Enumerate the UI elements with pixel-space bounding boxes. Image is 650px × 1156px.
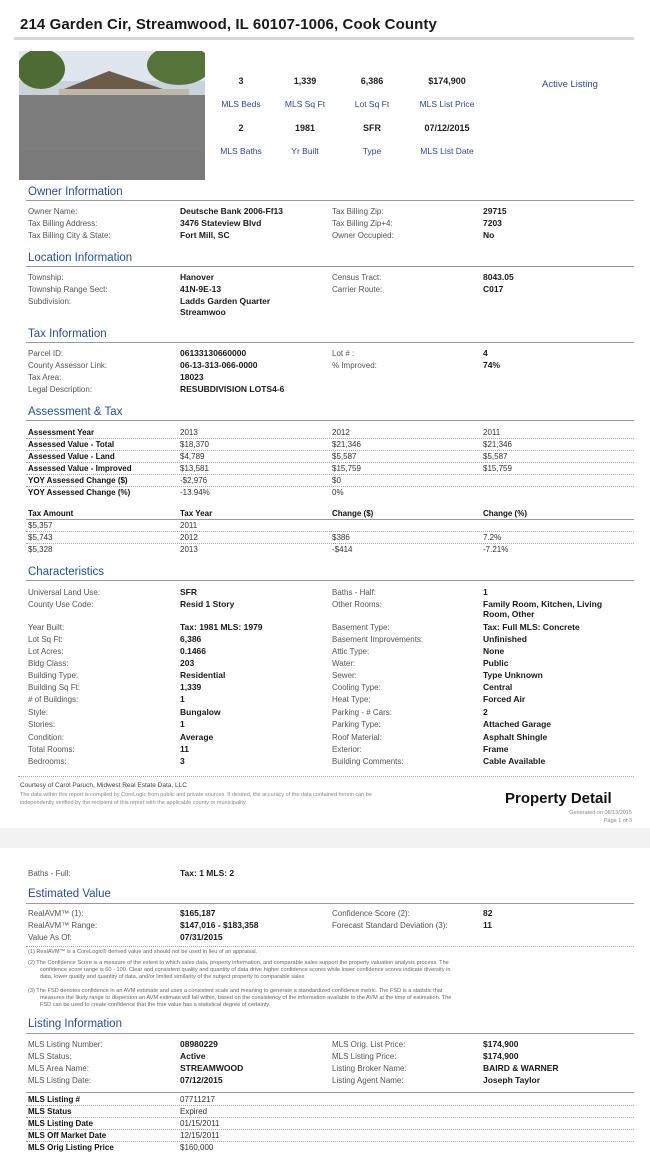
summary-value: SFR — [363, 123, 381, 133]
owner-value: Deutsche Bank 2006-Ff13 — [180, 206, 283, 216]
assessment-cell: 0% — [332, 488, 344, 497]
history-label: MLS Listing Date — [28, 1119, 93, 1128]
summary-label: MLS List Price — [419, 99, 475, 109]
assessment-cell: $4,789 — [180, 452, 205, 461]
characteristics-heading: Characteristics — [28, 566, 105, 578]
tax-table-header: Change (%) — [483, 509, 527, 518]
tax-value: 4 — [483, 348, 488, 358]
char-label: Year Built: — [28, 623, 65, 632]
row-divider — [26, 946, 634, 947]
char-value: Resid 1 Story — [180, 599, 235, 609]
assessment-cell: $21,346 — [332, 440, 361, 449]
char-value: Public — [483, 658, 509, 668]
char-label: Attic Type: — [332, 647, 370, 656]
char-value: SFR — [180, 587, 197, 597]
tax-table-cell: $5,743 — [28, 533, 53, 542]
tax-label: Tax Area: — [28, 373, 62, 382]
summary-value: 3 — [238, 76, 244, 86]
history-value: 01/15/2011 — [180, 1119, 220, 1128]
char-value: 3 — [180, 756, 185, 766]
location-value: 41N-9E-13 — [180, 284, 222, 294]
estimate-label: RealAVM™ (1): — [28, 909, 84, 918]
char-value: Unfinished — [483, 634, 527, 644]
estimate-value: $147,016 - $183,358 — [180, 920, 259, 930]
estimate-value: 11 — [483, 920, 492, 930]
owner-value: Fort Mill, SC — [180, 230, 230, 240]
row-divider — [26, 438, 634, 439]
char-value: None — [483, 646, 505, 656]
history-label: MLS Listing # — [28, 1095, 80, 1104]
owner-value: 29715 — [483, 206, 507, 216]
char-label: # of Buildings: — [28, 695, 79, 704]
char-value: Average — [180, 732, 214, 742]
tax-table-cell: 2011 — [180, 521, 198, 530]
tax-label: County Assessor Link: — [28, 361, 108, 370]
char-label: Bldg Class: — [28, 659, 69, 668]
tax-table-cell: -7.21% — [483, 545, 509, 554]
char-value: 1 — [483, 587, 488, 597]
listing-label: MLS Area Name: — [28, 1064, 89, 1073]
owner-value: 3476 Stateview Blvd — [180, 218, 262, 228]
assessment-row-label: Assessed Value - Land — [28, 452, 115, 461]
location-label: Census Tract: — [332, 273, 382, 282]
location-label: Carrier Route: — [332, 285, 383, 294]
row-divider — [26, 543, 634, 544]
char-value: Tax: 1981 MLS: 1979 — [180, 622, 263, 632]
property-photo — [19, 51, 205, 180]
tax-label: Legal Description: — [28, 385, 93, 394]
summary-value: 1,339 — [293, 76, 317, 86]
tax-label: Lot # : — [332, 349, 355, 358]
section-divider — [26, 903, 634, 904]
section-divider — [26, 266, 634, 267]
assessment-cell: $21,346 — [483, 440, 512, 449]
courtesy-text: Courtesy of Carol Paruch, Midwest Real Estate Data, LLC — [20, 782, 187, 789]
listing-label: MLS Listing Date: — [28, 1076, 92, 1085]
listing-value: Joseph Taylor — [483, 1075, 540, 1085]
baths-full-value: Tax: 1 MLS: 2 — [180, 868, 235, 878]
property-address-title: 214 Garden Cir, Streamwood, IL 60107-1006, Cook County — [20, 16, 437, 33]
char-label: Lot Sq Ft: — [28, 635, 63, 644]
assessment-row-label: YOY Assessed Change ($) — [28, 476, 128, 485]
char-value: Central — [483, 682, 513, 692]
avm-footnote: confidence score range is 60 - 100. Clear and consistent quality and quantity of data drive higher confidence scores while lower confidence scores indicate diversity in — [40, 967, 451, 973]
owner-value: 7203 — [483, 218, 502, 228]
assessment-row-label: Assessed Value - Total — [28, 440, 115, 449]
assessment-row-label: Assessment Year — [28, 428, 95, 437]
assessment-cell: $13,581 — [180, 464, 209, 473]
assessment-cell: $0 — [332, 476, 341, 485]
house-photo-icon — [19, 51, 205, 180]
page-number: Page 1 of 3 — [603, 818, 632, 824]
county-assessor-link[interactable]: 06-13-313-066-0000 — [180, 360, 258, 370]
owner-label: Owner Name: — [28, 207, 78, 216]
summary-label: Yr Built — [291, 146, 319, 156]
assessment-cell: -$2,976 — [180, 476, 208, 485]
tax-table-cell: $5,357 — [28, 521, 53, 530]
page-break — [0, 828, 650, 848]
char-value: 1 — [180, 694, 185, 704]
owner-info-heading: Owner Information — [28, 186, 123, 198]
tax-table-cell: $5,328 — [28, 545, 53, 554]
owner-label: Tax Billing Address: — [28, 219, 98, 228]
char-value: Residential — [180, 670, 226, 680]
row-divider — [26, 1105, 634, 1106]
location-value: Streamwoo — [180, 307, 226, 317]
char-label: Building Type: — [28, 671, 79, 680]
assessment-row-label: YOY Assessed Change (%) — [28, 488, 131, 497]
avm-footnote: (3) The FSD denotes confidence in an AVM estimate and uses a consistent scale and meaning to generate a standardized confidence metric. The FSD is a statistic that — [28, 988, 443, 994]
listing-value: BAIRD & WARNER — [483, 1063, 559, 1073]
owner-label: Owner Occupied: — [332, 231, 394, 240]
estimate-label: RealAVM™ Range: — [28, 921, 98, 930]
char-value: Attached Garage — [483, 719, 552, 729]
summary-value: $174,900 — [428, 76, 466, 86]
char-value: 1,339 — [180, 682, 202, 692]
char-value: 2 — [483, 707, 488, 717]
char-label: Heat Type: — [332, 695, 371, 704]
history-value: 12/15/2011 — [180, 1131, 220, 1140]
location-value: Hanover — [180, 272, 215, 282]
char-label: Style: — [28, 708, 49, 717]
tax-table-cell: $386 — [332, 533, 350, 542]
char-value: Frame — [483, 744, 509, 754]
listing-value: 08980229 — [180, 1039, 218, 1049]
generated-date: Generated on 08/13/2015 — [569, 810, 632, 816]
history-label: MLS Off Market Date — [28, 1131, 107, 1140]
disclaimer-text: The data within this report is compiled by CoreLogic from public and private sources. If desired, the accuracy of the data contained herein can be — [20, 792, 372, 798]
assessment-cell: $18,370 — [180, 440, 209, 449]
char-label: Building Sq Ft: — [28, 683, 81, 692]
tax-label: Parcel ID: — [28, 349, 64, 358]
assessment-cell: 2011 — [483, 428, 501, 437]
char-value: Type Unknown — [483, 670, 543, 680]
history-value: 07711217 — [180, 1095, 215, 1104]
location-label: Township Range Sect: — [28, 285, 108, 294]
summary-label: MLS Baths — [220, 146, 262, 156]
owner-label: Tax Billing City & State: — [28, 231, 111, 240]
tax-label: % Improved: — [332, 361, 377, 370]
location-value: 8043.05 — [483, 272, 514, 282]
tax-value: RESUBDIVISION LOTS4-6 — [180, 384, 285, 394]
listing-value: $174,900 — [483, 1039, 519, 1049]
estimate-label: Confidence Score (2): — [332, 909, 410, 918]
char-label: Water: — [332, 659, 356, 668]
tax-table-cell: 2012 — [180, 533, 198, 542]
location-info-heading: Location Information — [28, 252, 133, 264]
char-value: 203 — [180, 658, 195, 668]
assessment-cell: 2012 — [332, 428, 350, 437]
tax-value: 18023 — [180, 372, 204, 382]
tax-table-cell: -$414 — [332, 545, 353, 554]
history-value: Expired — [180, 1107, 208, 1116]
char-value: Tax: Full MLS: Concrete — [483, 622, 580, 632]
char-value: Bungalow — [180, 707, 221, 717]
row-divider — [26, 1117, 634, 1118]
char-value: Asphalt Shingle — [483, 732, 548, 742]
char-label: Sewer: — [332, 671, 357, 680]
footer-divider — [18, 776, 634, 777]
assessment-heading: Assessment & Tax — [28, 406, 123, 418]
estimate-value: 07/31/2015 — [180, 932, 223, 942]
location-value: Ladds Garden Quarter — [180, 296, 271, 306]
section-divider — [26, 342, 634, 343]
avm-footnote: FSD can be used to create confidence that the true value has a statistical degree of certainty. — [40, 1002, 271, 1008]
char-label: Lot Acres: — [28, 647, 64, 656]
avm-footnote: data, lower quality and quantity of data, and/or limited similarity of the subject property to comparable sales. — [40, 974, 306, 980]
location-value: C017 — [483, 284, 504, 294]
assessment-cell: $5,587 — [332, 452, 357, 461]
char-label: Building Comments: — [332, 757, 404, 766]
char-label: Basement Type: — [332, 623, 390, 632]
char-label: Roof Material: — [332, 733, 382, 742]
estimated-value-heading: Estimated Value — [28, 888, 111, 900]
summary-label: MLS List Date — [420, 146, 474, 156]
tax-table-cell: 2013 — [180, 545, 198, 554]
location-label: Subdivision: — [28, 297, 72, 306]
assessment-cell: 2013 — [180, 428, 198, 437]
baths-full-label: Baths - Full: — [28, 869, 71, 878]
avm-footnote: (2) The Confidence Score is a measure of the extent to which sales data, property information, and comparable sales support the property valuation analysis process. The — [28, 960, 449, 966]
summary-value: 07/12/2015 — [424, 123, 470, 133]
listing-label: Listing Broker Name: — [332, 1064, 407, 1073]
listing-value: STREAMWOOD — [180, 1063, 244, 1073]
char-label: Exterior: — [332, 745, 362, 754]
owner-value: No — [483, 230, 495, 240]
char-label: Parking Type: — [332, 720, 381, 729]
char-label: Condition: — [28, 733, 65, 742]
section-divider — [26, 200, 634, 201]
char-label: Other Rooms: — [332, 600, 382, 609]
row-divider — [26, 450, 634, 451]
listing-status-badge: Active Listing — [542, 79, 598, 90]
char-label: Parking - # Cars: — [332, 708, 393, 717]
estimate-label: Value As Of: — [28, 933, 72, 942]
owner-label: Tax Billing Zip: — [332, 207, 384, 216]
row-divider — [26, 519, 634, 520]
char-value: 6,386 — [180, 634, 202, 644]
summary-value: 1981 — [294, 123, 316, 133]
char-label: Stories: — [28, 720, 56, 729]
section-divider — [26, 420, 634, 421]
assessment-cell: $15,759 — [483, 464, 512, 473]
avm-footnote: measures the likely range or dispersion an AVM estimate will fall within, based on the consistency of the information available to the AVM at the time of estimation. The — [40, 995, 452, 1001]
char-value: Cable Available — [483, 756, 546, 766]
estimate-value: 82 — [483, 908, 493, 918]
char-label: Baths - Half: — [332, 588, 377, 597]
listing-label: Listing Agent Name: — [332, 1076, 404, 1085]
char-value: 0.1466 — [180, 646, 206, 656]
tax-value: 74% — [483, 360, 501, 370]
char-label: Bedrooms: — [28, 757, 67, 766]
avm-footnote: (1) RealAVM™ is a CoreLogic® derived value and should not be used in lieu of an appraisal. — [28, 949, 258, 955]
listing-value: 07/12/2015 — [180, 1075, 223, 1085]
row-divider — [26, 531, 634, 532]
tax-info-heading: Tax Information — [28, 328, 107, 340]
summary-label: MLS Beds — [221, 99, 261, 109]
history-label: MLS Orig Listing Price — [28, 1143, 114, 1152]
tax-value: 06133130660000 — [180, 348, 247, 358]
summary-label: Lot Sq Ft — [354, 99, 390, 109]
owner-label: Tax Billing Zip+4: — [332, 219, 393, 228]
summary-value: 6,386 — [360, 76, 384, 86]
assessment-row-label: Assessed Value - Improved — [28, 464, 132, 473]
listing-value: $174,900 — [483, 1051, 519, 1061]
history-label: MLS Status — [28, 1107, 72, 1116]
estimate-value: $165,187 — [180, 908, 216, 918]
assessment-cell: -13.94% — [180, 488, 210, 497]
row-divider — [26, 1129, 634, 1130]
listing-info-heading: Listing Information — [28, 1018, 122, 1030]
char-label: County Use Code: — [28, 600, 94, 609]
assessment-cell: $5,587 — [483, 452, 508, 461]
summary-label: MLS Sq Ft — [284, 99, 326, 109]
listing-label: MLS Listing Price: — [332, 1052, 397, 1061]
section-divider — [26, 1033, 634, 1034]
row-divider — [26, 1141, 634, 1142]
tax-table-header: Tax Amount — [28, 509, 74, 518]
char-value: Forced Air — [483, 694, 526, 704]
listing-value: Active — [180, 1051, 206, 1061]
char-value: Family Room, Kitchen, Living — [483, 599, 603, 609]
listing-label: MLS Listing Number: — [28, 1040, 103, 1049]
char-value: 1 — [180, 719, 185, 729]
section-divider — [26, 1092, 634, 1093]
assessment-cell: $15,759 — [332, 464, 361, 473]
tax-table-cell: 7.2% — [483, 533, 502, 542]
char-label: Total Rooms: — [28, 745, 75, 754]
char-value: Room, Other — [483, 609, 535, 619]
summary-value: 2 — [238, 123, 244, 133]
listing-label: MLS Status: — [28, 1052, 72, 1061]
summary-label: Type — [362, 146, 382, 156]
estimate-label: Forecast Standard Deviation (3): — [332, 921, 448, 930]
section-divider — [26, 580, 634, 581]
char-label: Basement Improvements: — [332, 635, 424, 644]
char-label: Cooling Type: — [332, 683, 381, 692]
title-divider — [14, 37, 634, 40]
disclaimer-text: independently verified by the recipient of this report with the applicable county or municipality. — [20, 800, 247, 806]
char-value: 11 — [180, 744, 189, 754]
listing-label: MLS Orig. List Price: — [332, 1040, 406, 1049]
tax-table-header: Change ($) — [332, 509, 374, 518]
document-title: Property Detail — [505, 790, 612, 807]
location-label: Township: — [28, 273, 64, 282]
tax-table-header: Tax Year — [180, 509, 213, 518]
char-label: Universal Land Use: — [28, 588, 101, 597]
history-value: $160,000 — [180, 1143, 214, 1152]
